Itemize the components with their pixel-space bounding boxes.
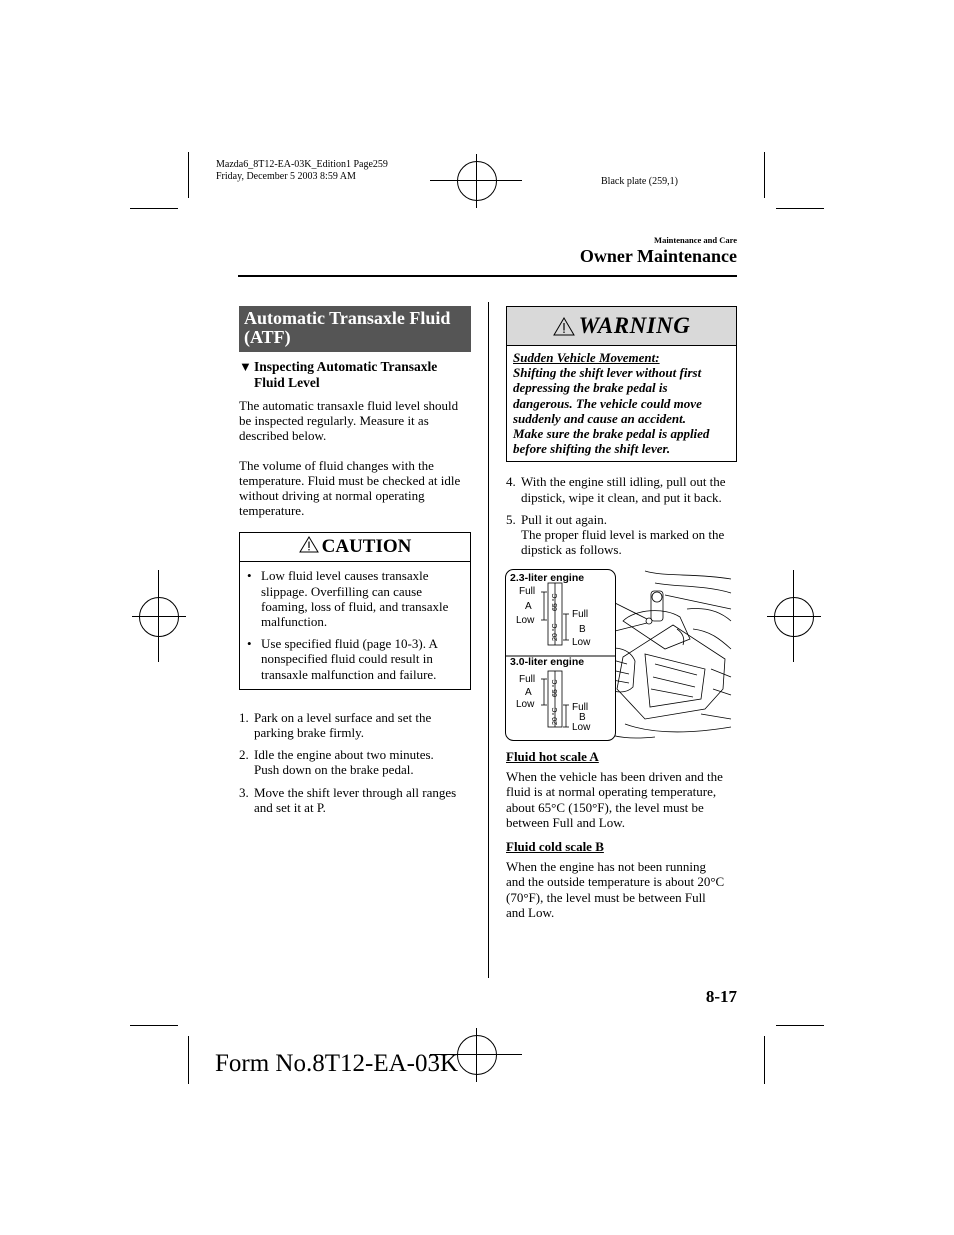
- page-number: 8-17: [705, 987, 737, 1006]
- text-line: about 65°C (150°F), the level must be: [506, 799, 704, 815]
- step-number: 4.: [506, 474, 516, 490]
- print-job-line: Mazda6_8T12-EA-03K_Edition1 Page259: [216, 159, 388, 170]
- list-item: [239, 710, 471, 740]
- subsection-title-line: Inspecting Automatic Transaxle: [254, 359, 438, 374]
- warning-triangle-icon: [553, 317, 575, 336]
- warning-header: [507, 307, 736, 346]
- header-rule: [238, 275, 737, 277]
- steps-list: [239, 710, 471, 815]
- text-line: foaming, loss of fluid, and transaxle: [261, 598, 449, 614]
- text-line: When the engine has not been running: [506, 859, 706, 875]
- cold-temp-label: 20 °C: [552, 623, 559, 641]
- engine-30-label: 3.0-liter engine: [510, 656, 585, 668]
- full-mark-label: Full: [519, 586, 536, 597]
- list-item: [506, 512, 737, 558]
- text-line: and Low.: [506, 904, 555, 920]
- engine-23-label: 2.3-liter engine: [510, 572, 585, 584]
- text-line: The automatic transaxle fluid level should: [239, 398, 459, 413]
- text-line: Push down on the brake pedal.: [254, 762, 414, 778]
- section-title-line: Automatic Transaxle Fluid: [244, 308, 451, 328]
- engine-illustration: [505, 569, 734, 741]
- plate-info: Black plate (259,1): [601, 176, 678, 187]
- cold-temp-label: 20 °C: [552, 707, 559, 725]
- text-line: The proper fluid level is marked on the: [521, 527, 725, 543]
- text-line: and the outside temperature is about 20°C: [506, 874, 725, 890]
- print-job-info: [216, 159, 388, 183]
- text-line: transaxle malfunction and failure.: [261, 666, 437, 682]
- text-line: dipstick as follows.: [521, 542, 622, 558]
- text-line: dangerous. The vehicle could move: [513, 395, 702, 411]
- low-mark-label: Low: [572, 722, 591, 733]
- text-line: The volume of fluid changes with the: [239, 457, 434, 473]
- hot-temp-label: 65 °C: [552, 679, 559, 697]
- temperature-paragraph: [239, 458, 471, 519]
- list-item: [239, 747, 471, 777]
- text-line: temperature. Fluid must be checked at idle: [239, 472, 461, 488]
- column-divider: [488, 302, 489, 978]
- text-line: Shifting the shift lever without first: [513, 365, 702, 381]
- text-line: • Low fluid level causes transaxle: [261, 568, 429, 584]
- cold-scale-paragraph: [506, 859, 737, 920]
- warning-body: [507, 346, 736, 461]
- print-date-line: Friday, December 5 2003 8:59 AM: [216, 171, 356, 182]
- text-line: before shifting the shift lever.: [513, 441, 671, 457]
- cold-scale-heading: Fluid cold scale B: [506, 839, 604, 855]
- chapter-header: Maintenance and Care: [654, 235, 737, 245]
- text-line: and set it at P.: [254, 799, 326, 815]
- section-header: Owner Maintenance: [579, 246, 737, 266]
- full-mark-label: Full: [572, 609, 589, 620]
- triangle-marker-icon: ▼: [239, 359, 252, 374]
- list-item: [506, 474, 737, 504]
- section-title-line: (ATF): [244, 327, 291, 347]
- caution-bullet: [240, 568, 464, 629]
- dipstick-diagram: [505, 569, 734, 741]
- caution-body: [240, 562, 470, 688]
- low-mark-label: Low: [516, 699, 535, 710]
- text-line: (70°F), the level must be between Full: [506, 889, 706, 905]
- warning-box: [506, 306, 737, 462]
- caution-box: [239, 532, 471, 689]
- text-line: parking brake firmly.: [254, 725, 364, 741]
- text-line: fluid is at normal operating temperature,: [506, 784, 717, 800]
- fluid-scales: [506, 749, 737, 920]
- step-number: 5.: [506, 511, 516, 527]
- text-line: Move the shift lever through all ranges: [254, 784, 457, 800]
- text-line: be inspected regularly. Measure it as: [239, 413, 429, 429]
- text-line: Park on a level surface and set the: [254, 709, 432, 725]
- scale-a-label: A: [525, 687, 532, 698]
- warning-triangle-icon: [299, 536, 319, 553]
- text-line: dipstick, wipe it clean, and put it back.: [521, 489, 722, 505]
- subsection-title-line: Fluid Level: [254, 375, 320, 390]
- step-number: 3.: [239, 784, 249, 800]
- text-line: malfunction.: [261, 614, 328, 630]
- intro-paragraph: [239, 398, 471, 444]
- subsection-title: [239, 359, 471, 391]
- caution-header: [240, 533, 470, 562]
- section-title: [239, 306, 471, 352]
- text-line: Idle the engine about two minutes.: [254, 747, 434, 763]
- text-line: • Use specified fluid (page 10-3). A: [261, 636, 438, 652]
- text-line: temperature.: [239, 503, 305, 519]
- list-item: [239, 785, 471, 815]
- hot-scale-paragraph: [506, 769, 737, 830]
- hot-temp-label: 65 °C: [552, 593, 559, 611]
- caution-title: CAUTION: [321, 536, 412, 558]
- full-mark-label: Full: [519, 674, 536, 685]
- text-line: With the engine still idling, pull out the: [521, 474, 726, 490]
- warning-title: WARNING: [578, 313, 691, 338]
- right-column: [506, 306, 737, 557]
- text-line: When the vehicle has been driven and the: [506, 769, 723, 785]
- scale-a-label: A: [525, 601, 532, 612]
- text-line: Pull it out again.: [521, 511, 607, 527]
- text-line: nonspecified fluid could result in: [261, 651, 433, 667]
- scale-b-label: B: [579, 624, 586, 635]
- step-number: 2.: [239, 747, 249, 763]
- text-line: suddenly and cause an accident.: [513, 410, 686, 426]
- form-number: Form No.8T12-EA-03K: [215, 1050, 459, 1077]
- text-line: slippage. Overfilling can cause: [261, 583, 422, 599]
- full-mark-label: Full: [572, 702, 589, 713]
- text-line: without driving at normal operating: [239, 488, 425, 504]
- caution-bullet: [240, 636, 464, 682]
- warning-heading: Sudden Vehicle Movement:: [513, 350, 660, 365]
- text-line: Make sure the brake pedal is applied: [513, 426, 710, 442]
- text-line: depressing the brake pedal is: [513, 380, 668, 396]
- steps-list-continued: [506, 474, 737, 557]
- scale-b-label: B: [579, 712, 586, 723]
- step-number: 1.: [239, 709, 249, 725]
- hot-scale-heading: Fluid hot scale A: [506, 749, 599, 764]
- left-column: [239, 306, 471, 815]
- text-line: between Full and Low.: [506, 814, 626, 830]
- text-line: described below.: [239, 428, 327, 444]
- low-mark-label: Low: [516, 615, 535, 626]
- low-mark-label: Low: [572, 637, 591, 648]
